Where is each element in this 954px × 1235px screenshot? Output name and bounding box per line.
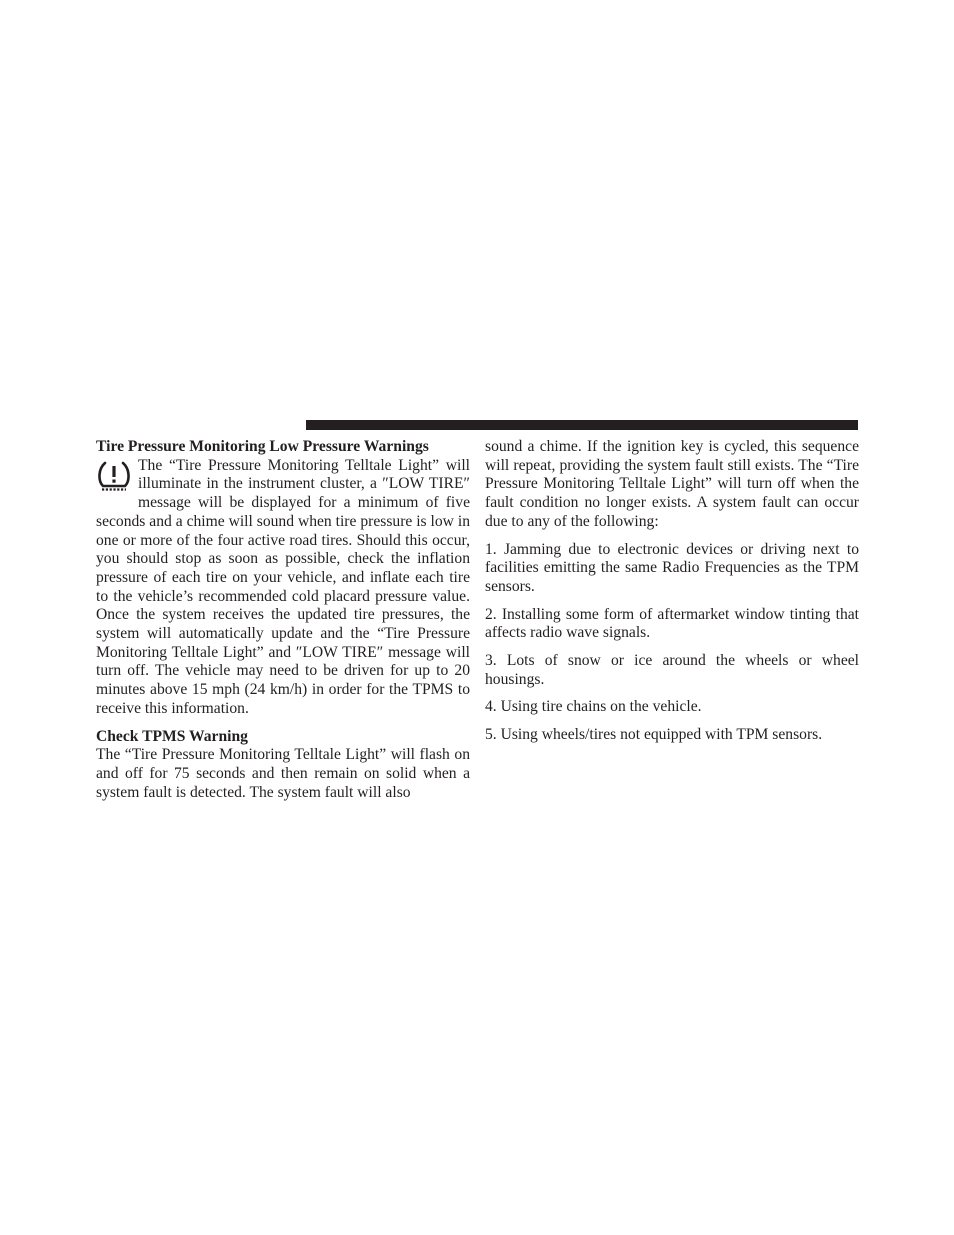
- low-pressure-paragraph: The “Tire Pressure Monitoring Telltale Light” will illuminate in the instrument cluster, a ″LOW TIRE″ message will be displayed for a minimum of five seconds and a chime will sound when tire pressure is low in one or more of the four active road tires. Should this occur, you should stop as soon as possible, check the inflation pressure of each tire on your vehicle, and inflate each tire to the vehicle’s recommended cold placard pressure value. Once the system receives the updated tire pressures, the system will automatically update and the “Tire Pressure Monitoring Telltale Light” and ″LOW TIRE″ message will turn off. The vehicle may need to be driven for up to 20 minutes above 15 mph (24 km/h) in order for the TPMS to receive this information.: [96, 456, 470, 717]
- check-tpms-paragraph: The “Tire Pressure Monitoring Telltale Light” will flash on and off for 75 seconds and then remain on solid when a system fault is detected. The system fault will also: [96, 746, 470, 801]
- heading-check-tpms-warning: Check TPMS Warning: [96, 727, 248, 745]
- section-header-bar: [306, 420, 858, 430]
- list-item: 3. Lots of snow or ice around the wheels or wheel housings.: [485, 652, 859, 688]
- list-item: 1. Jamming due to electronic devices or driving next to facilities emitting the same Radio Frequencies as the TPM sensors.: [485, 540, 859, 595]
- right-column: [485, 438, 859, 745]
- list-item: 5. Using wheels/tires not equipped with TPM sensors.: [485, 726, 823, 744]
- low-pressure-section: [96, 457, 470, 719]
- list-item: 2. Installing some form of aftermarket window tinting that affects radio wave signals.: [485, 605, 859, 642]
- list-item: 4. Using tire chains on the vehicle.: [485, 698, 702, 716]
- fault-intro-paragraph: sound a chime. If the ignition key is cycled, this sequence will repeat, providing the system fault still exists. The “Tire Pressure Monitoring Telltale Light” will turn off when the fault condition no longer exists. A system fault can occur due to any of the following:: [485, 438, 859, 530]
- tire-pressure-telltale-icon: [96, 459, 132, 495]
- heading-low-pressure-warnings: Tire Pressure Monitoring Low Pressure Warnings: [96, 438, 429, 455]
- left-column: [96, 438, 470, 802]
